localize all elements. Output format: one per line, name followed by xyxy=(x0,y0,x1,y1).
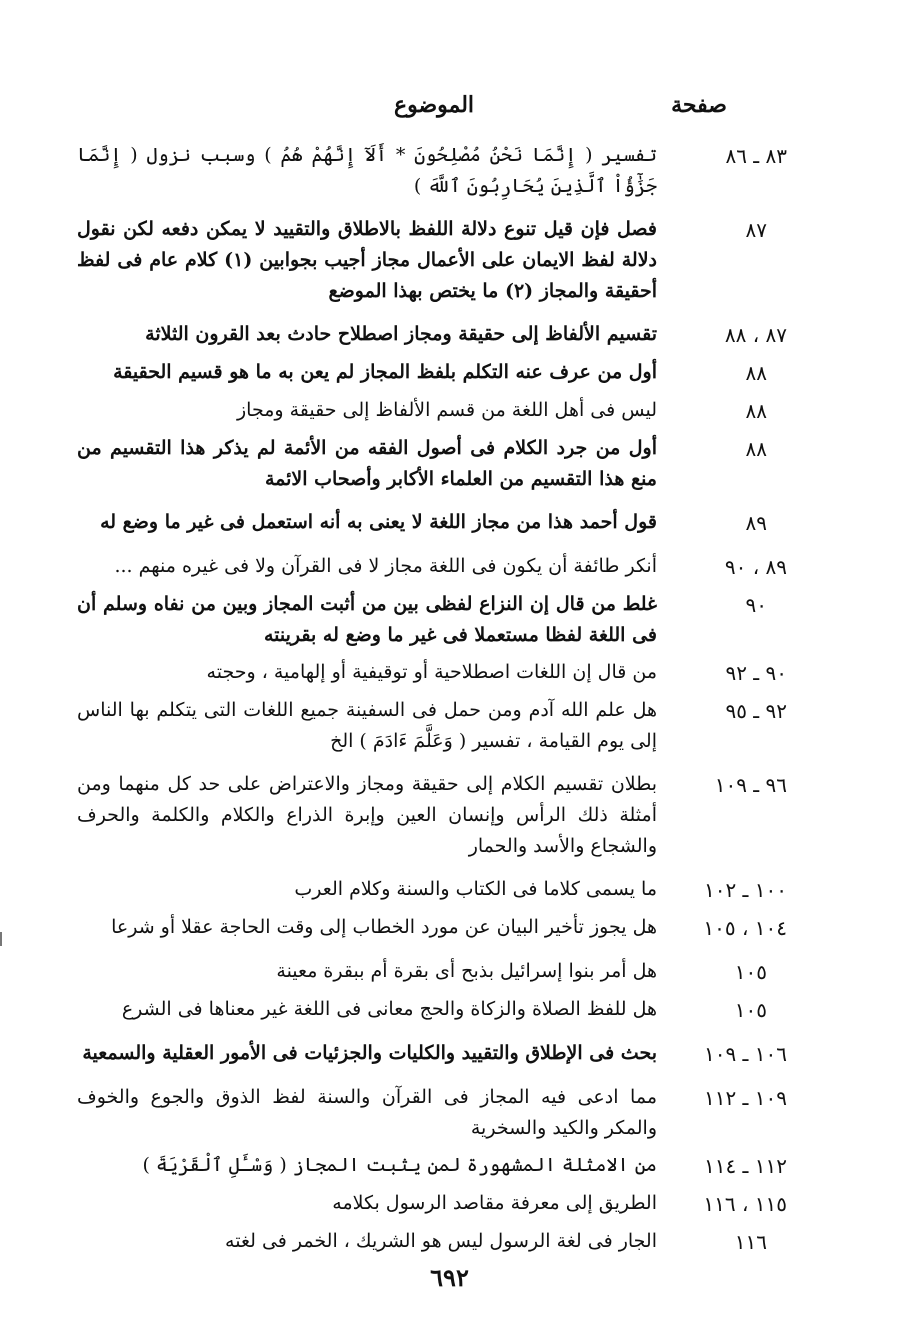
index-list xyxy=(77,140,787,1264)
entry-topic: من الامثلة المشهورة لمن يثبت المجاز ( وَسْـَٔلِ ٱلْقَرْيَةَ ) xyxy=(142,1154,657,1176)
entry-pages: ٨٧ ، ٨٨ xyxy=(724,323,787,347)
index-entry xyxy=(77,395,787,427)
column-headers xyxy=(49,92,749,132)
index-entry xyxy=(77,1082,787,1144)
entry-topic: الطريق إلى معرفة مقاصد الرسول بكلامه xyxy=(332,1192,657,1214)
entry-pages: ٨٧ xyxy=(745,218,767,242)
entry-topic: هل للفظ الصلاة والزكاة والحج معانى فى اللغة غير معناها فى الشرع xyxy=(121,998,657,1020)
entry-topic: هل أمر بنوا إسرائيل بذبح أى بقرة أم ببقرة معينة xyxy=(276,960,657,982)
page-column-header: صفحة xyxy=(671,92,727,118)
entry-topic: ما يسمى كلاما فى الكتاب والسنة وكلام العرب xyxy=(294,878,657,900)
entry-pages: ٩٠ ـ ٩٢ xyxy=(725,661,787,685)
entry-pages: ١١٥ ، ١١٦ xyxy=(703,1192,787,1216)
entry-pages: ٨٣ ـ ٨٦ xyxy=(725,144,787,168)
index-entry xyxy=(77,214,787,307)
entry-topic: مما ادعى فيه المجاز فى القرآن والسنة لفظ الذوق والجوع والخوف والمكر والكيد والسخرية xyxy=(77,1086,657,1139)
index-entry xyxy=(77,1226,787,1258)
entry-pages: ١٠٩ ـ ١١٢ xyxy=(703,1086,787,1110)
entry-topic: هل يجوز تأخير البيان عن مورد الخطاب إلى وقت الحاجة عقلا أو شرعا xyxy=(111,916,657,938)
entry-topic: بطلان تقسيم الكلام إلى حقيقة ومجاز والاعتراض على حد كل منهما ومن أمثلة ذلك الرأس وإنسان العين وإبرة الذراع والكلام والكلمة والحرف والشجاع والأسد والحمار xyxy=(77,773,657,857)
entry-pages: ٨٩ ، ٩٠ xyxy=(724,555,787,579)
entry-topic: تفسير ( إِنَّمَا نَحْنُ مُصْلِحُونَ * أَلَآ إِنَّهُمْ هُمُ ) وسبب نزول ( إِنَّمَا جَزَٰٓؤُاْ ٱلَّذِينَ يُحَارِبُونَ ٱللَّهَ ) xyxy=(77,144,657,197)
index-entry xyxy=(77,1038,787,1070)
entry-pages: ١٠٥ xyxy=(734,998,767,1022)
entry-pages: ٩٠ xyxy=(745,593,767,617)
index-entry xyxy=(77,357,787,389)
entry-pages: ١٠٥ xyxy=(734,960,767,984)
entry-topic: غلط من قال إن النزاع لفظى بين من أثبت المجاز وبين من نفاه وسلم أن فى اللغة لفظا مستعملا فى غير ما وضع له بقرينته xyxy=(77,593,657,646)
index-entry xyxy=(77,140,787,202)
entry-topic: تقسيم الألفاظ إلى حقيقة ومجاز اصطلاح حادث بعد القرون الثلاثة xyxy=(145,323,657,345)
entry-pages: ١٠٤ ، ١٠٥ xyxy=(703,916,787,940)
index-entry xyxy=(77,1150,787,1182)
index-entry xyxy=(77,769,787,862)
entry-topic: أول من جرد الكلام فى أصول الفقه من الأئمة لم يذكر هذا التقسيم من منع هذا التقسيم من العلماء الأكابر وأصحاب الائمة xyxy=(77,437,657,490)
entry-pages: ٨٨ xyxy=(745,399,767,423)
index-entry xyxy=(77,956,787,988)
entry-pages: ٨٨ xyxy=(745,361,767,385)
entry-pages: ١١٦ xyxy=(734,1230,767,1254)
index-entry xyxy=(77,1188,787,1220)
entry-topic: أنكر طائفة أن يكون فى اللغة مجاز لا فى القرآن ولا فى غيره منهم ... xyxy=(114,555,657,577)
index-entry xyxy=(77,994,787,1026)
index-entry xyxy=(77,551,787,583)
entry-topic: من قال إن اللغات اصطلاحية أو توقيفية أو إلهامية ، وحجته xyxy=(206,661,657,683)
index-entry xyxy=(77,695,787,757)
index-entry xyxy=(77,319,787,351)
entry-topic: بحث فى الإطلاق والتقييد والكليات والجزئيات فى الأمور العقلية والسمعية xyxy=(82,1042,657,1064)
index-entry xyxy=(77,433,787,495)
entry-topic: فصل فإن قيل تنوع دلالة اللفظ بالاطلاق والتقييد لا يمكن دفعه لكن نقول دلالة لفظ الايمان على الأعمال مجاز أجيب بجوابين (١) كلام عام فى لفظ أحقيقة والمجاز (٢) ما يختص بهذا الموضع xyxy=(77,218,657,302)
entry-topic: أول من عرف عنه التكلم بلفظ المجاز لم يعن به ما هو قسيم الحقيقة xyxy=(113,361,657,383)
entry-pages: ٨٩ xyxy=(745,511,767,535)
entry-pages: ٨٨ xyxy=(745,437,767,461)
entry-pages: ١٠٠ ـ ١٠٢ xyxy=(703,878,787,902)
margin-mark xyxy=(0,932,6,946)
index-entry xyxy=(77,589,787,651)
index-entry xyxy=(77,657,787,689)
index-entry xyxy=(77,507,787,539)
page-number: ٦٩٢ xyxy=(430,1263,469,1292)
index-entry xyxy=(77,874,787,906)
entry-pages: ١٠٦ ـ ١٠٩ xyxy=(703,1042,787,1066)
entry-topic: الجار فى لغة الرسول ليس هو الشريك ، الخمر فى لغته xyxy=(225,1230,657,1252)
entry-topic: ليس فى أهل اللغة من قسم الألفاظ إلى حقيقة ومجاز xyxy=(237,399,657,421)
entry-topic: قول أحمد هذا من مجاز اللغة لا يعنى به أنه استعمل فى غير ما وضع له xyxy=(100,511,657,533)
entry-topic: هل علم الله آدم ومن حمل فى السفينة جميع اللغات التى يتكلم بها الناس إلى يوم القيامة ، تفسير ( وَعَلَّمَ ءَادَمَ ) الخ xyxy=(77,699,657,752)
entry-pages: ٩٦ ـ ١٠٩ xyxy=(714,773,787,797)
entry-pages: ١١٢ ـ ١١٤ xyxy=(703,1154,787,1178)
entry-pages: ٩٢ ـ ٩٥ xyxy=(725,699,787,723)
index-entry xyxy=(77,912,787,944)
topic-column-header: الموضوع xyxy=(393,92,475,118)
